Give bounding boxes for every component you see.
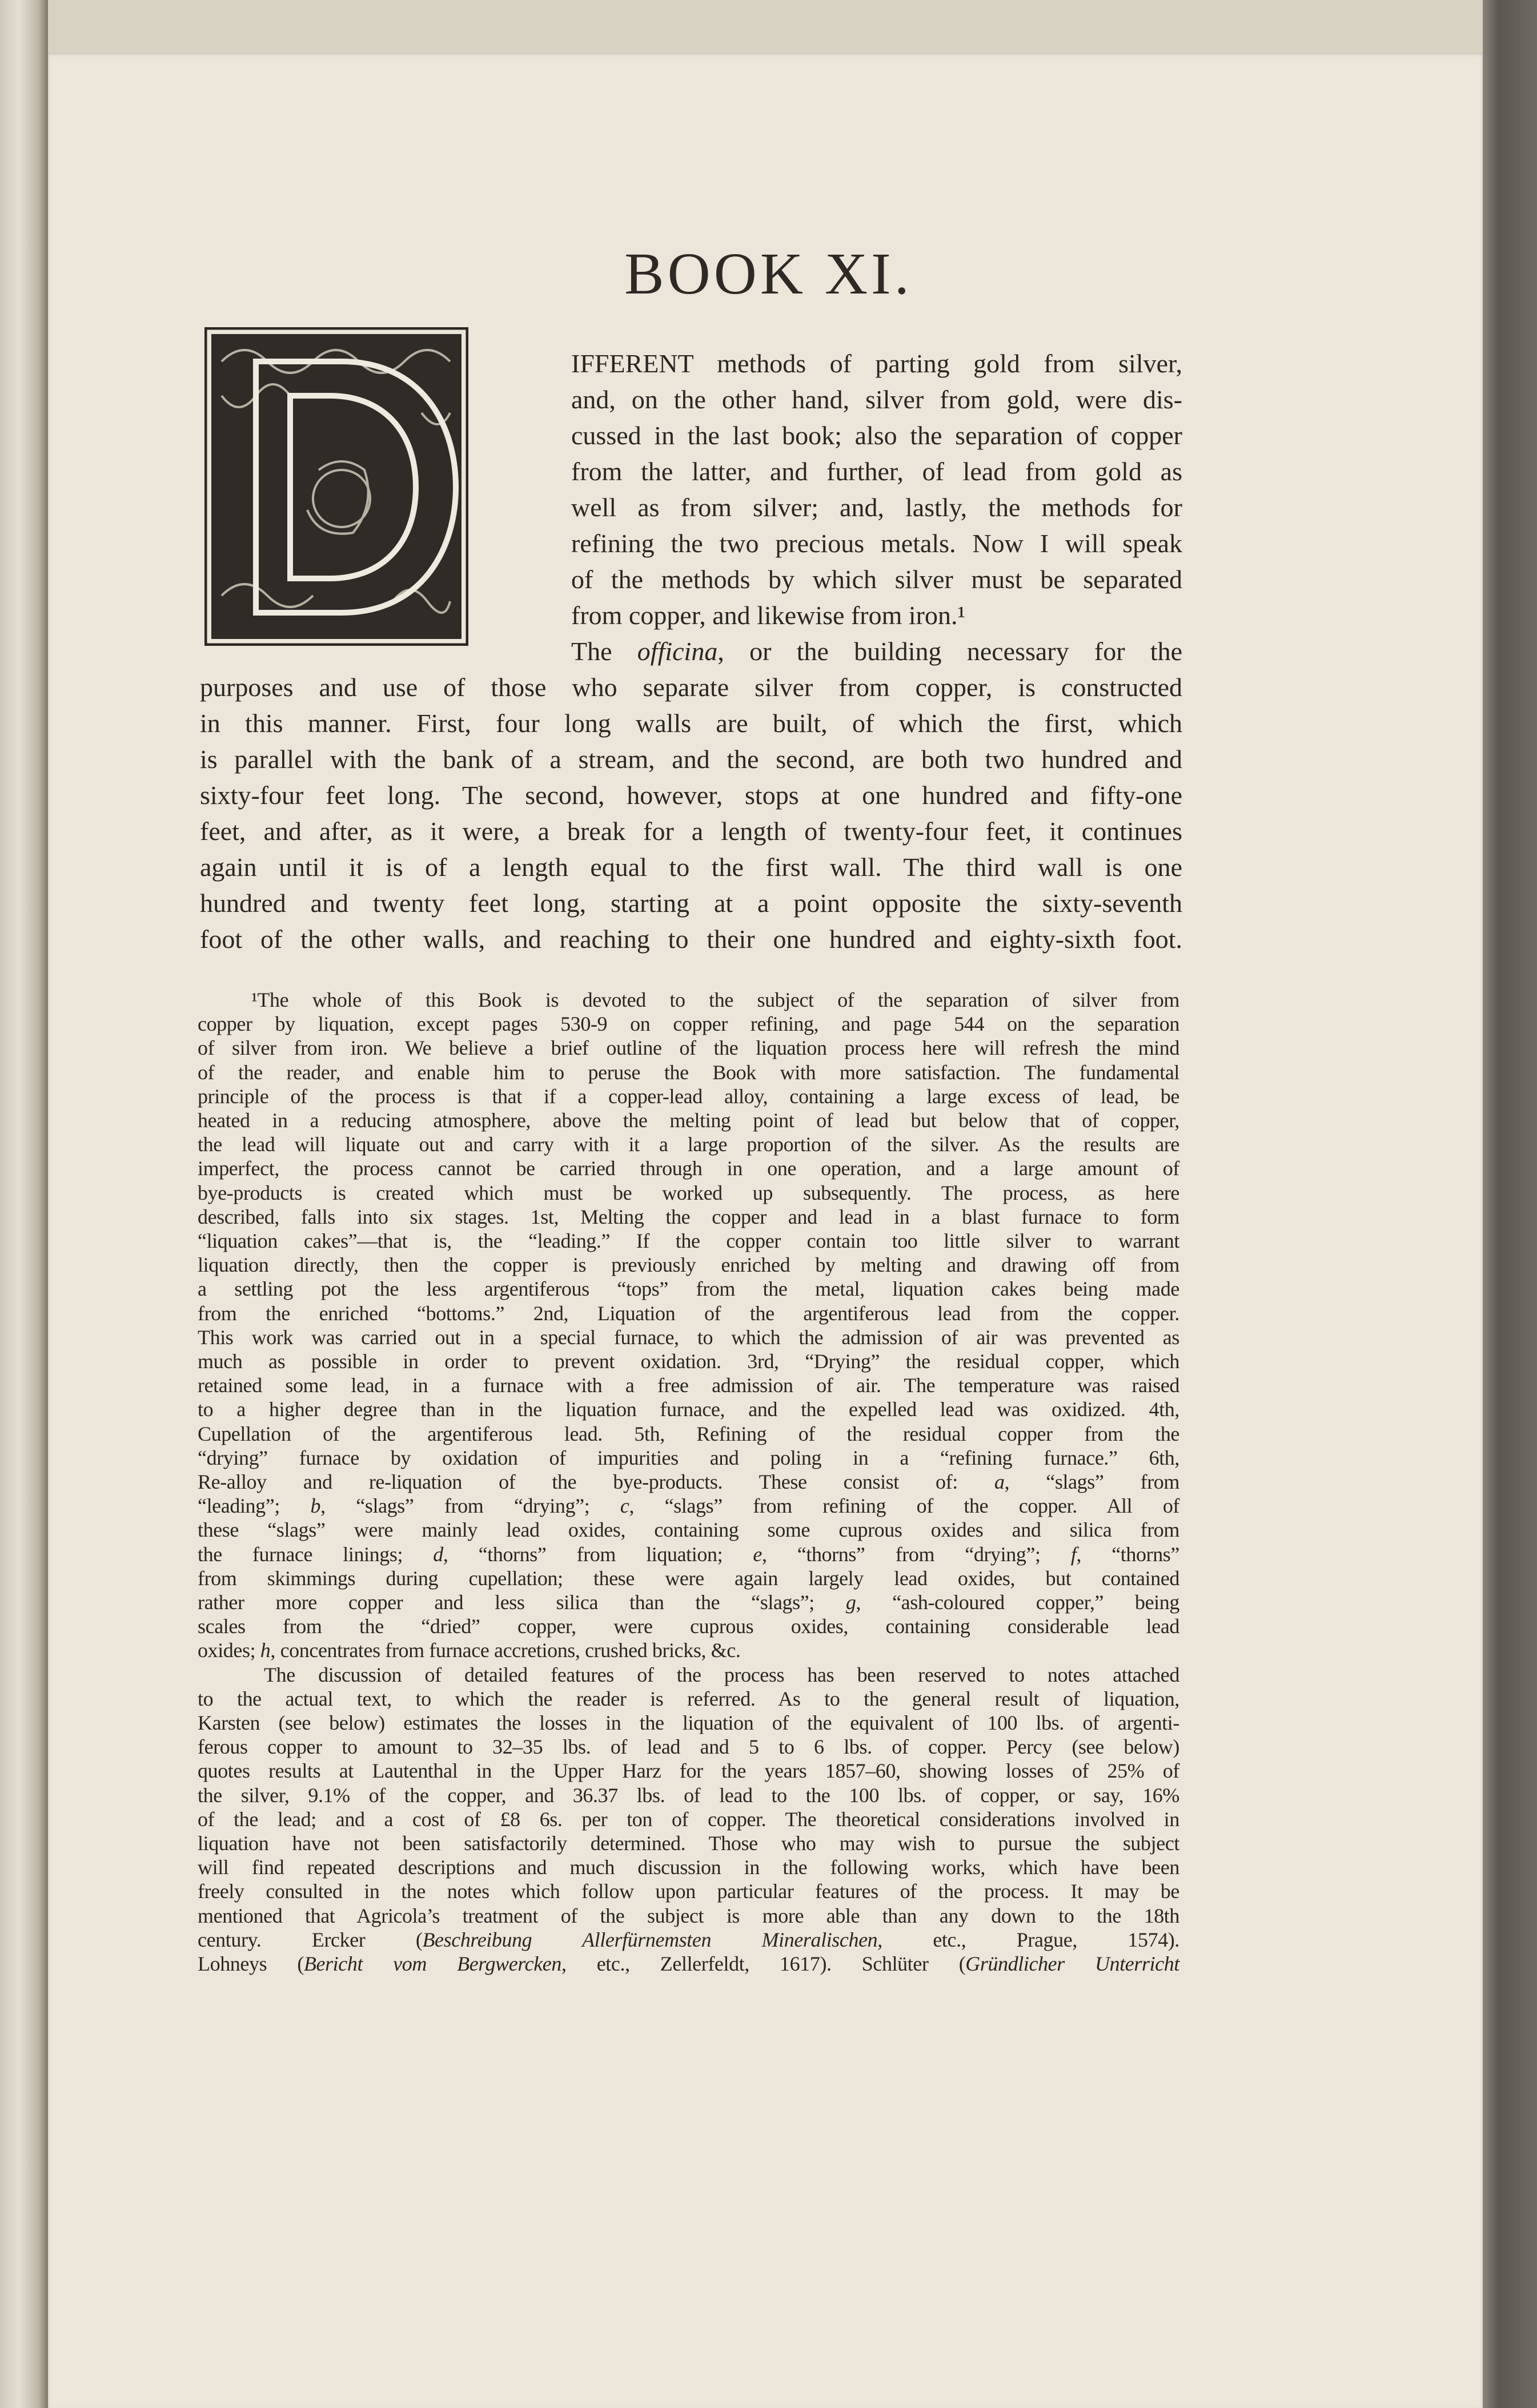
- text-segment: the furnace linings;: [198, 1542, 434, 1566]
- text-segment: IFFERENT methods of parting gold from silver,: [571, 349, 1182, 378]
- main-line: [200, 921, 1182, 957]
- main-line: [571, 597, 1182, 633]
- text-segment: Karsten (see below) estimates the losses in the liquation of the equivalent of 100 lbs. of argenti-: [198, 1711, 1179, 1734]
- footnote-line: [198, 1036, 1179, 1060]
- text-segment: sixty-four feet long. The second, however, stops at one hundred and fifty-one: [200, 781, 1182, 810]
- text-segment: a settling pot the less argentiferous “tops” from the metal, liquation cakes being made: [198, 1277, 1179, 1301]
- text-segment: will find repeated descriptions and much discussion in the following works, which have been: [198, 1856, 1179, 1879]
- main-line: [200, 741, 1182, 777]
- text-segment: ¹The whole of this Book is devoted to the subject of the separation of silver from: [251, 988, 1179, 1011]
- text-segment: foot of the other walls, and reaching to their one hundred and eighty-sixth foot.: [200, 924, 1182, 954]
- text-segment: the silver, 9.1% of the copper, and 36.37 lbs. of lead to the 100 lbs. of copper, or say, 16%: [198, 1783, 1179, 1807]
- footnote-line: [198, 1108, 1179, 1132]
- italic-text: e: [753, 1542, 762, 1566]
- text-segment: to a higher degree than in the liquation furnace, and the expelled lead was oxidized. 4th,: [198, 1398, 1179, 1421]
- text-segment: purposes and use of those who separate silver from copper, is constructed: [200, 673, 1182, 702]
- footnote-line: [198, 1542, 1179, 1566]
- footnote-line: [198, 1132, 1179, 1156]
- text-segment: ferous copper to amount to 32–35 lbs. of lead and 5 to 6 lbs. of copper. Percy (see below): [198, 1735, 1179, 1759]
- text-segment: The: [571, 637, 637, 666]
- text-segment: and, on the other hand, silver from gold, were dis-: [571, 385, 1182, 414]
- text-segment: “drying” furnace by oxidation of impurities and poling in a “refining furnace.” 6th,: [198, 1446, 1179, 1469]
- footnote-line: [198, 1012, 1179, 1036]
- text-segment: heated in a reducing atmosphere, above the melting point of lead but below that of copper,: [198, 1109, 1179, 1132]
- text-segment: from copper, and likewise from iron.¹: [571, 601, 966, 630]
- text-segment: The discussion of detailed features of the process has been reserved to notes attached: [264, 1663, 1179, 1686]
- main-line: [571, 633, 1182, 669]
- footnote-line: [198, 1301, 1179, 1325]
- main-line: [200, 777, 1182, 813]
- footnote-line: [198, 1879, 1179, 1903]
- text-segment: from the enriched “bottoms.” 2nd, Liquation of the argentiferous lead from the copper.: [198, 1301, 1179, 1325]
- text-segment: freely consulted in the notes which follow upon particular features of the process. It may be: [198, 1880, 1179, 1903]
- text-segment: Lohneys (: [198, 1952, 304, 1975]
- text-segment: , or the building necessary for the: [717, 637, 1182, 666]
- main-line: [200, 813, 1182, 849]
- main-line: [571, 561, 1182, 597]
- footnote-line: [198, 1807, 1179, 1831]
- text-segment: , “thorns”: [1076, 1542, 1179, 1566]
- italic-text: c: [620, 1494, 629, 1518]
- footnote-line: [198, 1566, 1179, 1590]
- text-segment: , concentrates from furnace accretions, crushed bricks, &c.: [270, 1639, 741, 1662]
- text-segment: liquation directly, then the copper is previously enriched by melting and drawing off from: [198, 1253, 1179, 1277]
- text-segment: from skimmings during cupellation; these were again largely lead oxides, but contained: [198, 1566, 1179, 1590]
- footnote-line: [198, 1181, 1179, 1205]
- ornamental-drop-cap: [204, 327, 468, 646]
- main-line: [200, 885, 1182, 921]
- italic-text: a: [994, 1470, 1005, 1493]
- text-segment: cussed in the last book; also the separation of copper: [571, 421, 1182, 450]
- footnote-line: [198, 1422, 1179, 1446]
- book-gutter: [0, 0, 48, 2408]
- footnote-line: [198, 1687, 1179, 1711]
- text-segment: well as from silver; and, lastly, the methods for: [571, 493, 1182, 522]
- text-segment: , etc., Prague, 1574).: [877, 1928, 1179, 1951]
- text-segment: principle of the process is that if a copper-lead alloy, containing a large excess of lead, be: [198, 1084, 1179, 1108]
- main-line: [200, 669, 1182, 705]
- footnote-line: [198, 1470, 1179, 1494]
- footnote-line: [198, 1397, 1179, 1421]
- text-segment: bye-products is created which must be worked up subsequently. The process, as here: [198, 1181, 1179, 1204]
- text-segment: copper by liquation, except pages 530-9 on copper refining, and page 544 on the separation: [198, 1012, 1179, 1036]
- text-segment: of the methods by which silver must be separated: [571, 565, 1182, 594]
- text-segment: refining the two precious metals. Now I will speak: [571, 529, 1182, 558]
- italic-text: officina: [637, 637, 718, 666]
- text-segment: these “slags” were mainly lead oxides, containing some cuprous oxides and silica from: [198, 1518, 1179, 1542]
- text-segment: “leading”;: [198, 1494, 311, 1518]
- text-segment: Cupellation of the argentiferous lead. 5th, Refining of the residual copper from the: [198, 1422, 1179, 1445]
- italic-text: h: [260, 1639, 271, 1662]
- main-line: [571, 525, 1182, 561]
- text-segment: “liquation cakes”—that is, the “leading.” If the copper contain too little silver to warrant: [198, 1229, 1179, 1252]
- text-segment: scales from the “dried” copper, were cuprous oxides, containing considerable lead: [198, 1615, 1179, 1638]
- italic-text: g: [845, 1591, 856, 1614]
- footnote-line: [198, 1928, 1179, 1952]
- text-segment: of silver from iron. We believe a brief outline of the liquation process here will refresh the mind: [198, 1036, 1179, 1060]
- footnote-line: [198, 1614, 1179, 1638]
- footnote-line: [198, 1831, 1179, 1855]
- main-line: [200, 705, 1182, 741]
- footnote-line: [198, 1229, 1179, 1253]
- footnote-line: [198, 1590, 1179, 1614]
- footnote-line: [198, 1156, 1179, 1180]
- text-segment: , “ash-coloured copper,” being: [856, 1591, 1179, 1614]
- footnote-line: [251, 988, 1179, 1012]
- footnote-line: [198, 1060, 1179, 1084]
- main-line: [571, 417, 1182, 453]
- footnote-line: [198, 1253, 1179, 1277]
- text-segment: oxides;: [198, 1639, 260, 1662]
- footnote-line: [198, 1349, 1179, 1373]
- text-segment: mentioned that Agricola’s treatment of the subject is more able than any down to the 18th: [198, 1904, 1179, 1927]
- footnote-line: [198, 1952, 1179, 1976]
- text-segment: imperfect, the process cannot be carried through in one operation, and a large amount of: [198, 1157, 1179, 1180]
- text-segment: , “thorns” from liquation;: [443, 1542, 753, 1566]
- book-heading: BOOK XI.: [624, 241, 913, 307]
- text-segment: , “slags” from refining of the copper. All of: [629, 1494, 1180, 1518]
- text-segment: of the lead; and a cost of £8 6s. per ton of copper. The theoretical considerations involved in: [198, 1807, 1179, 1831]
- page-edge-shadow: [1483, 0, 1537, 2408]
- text-segment: from the latter, and further, of lead from gold as: [571, 457, 1182, 486]
- italic-text: Gründlicher Unterricht: [965, 1952, 1179, 1975]
- footnote-line: [198, 1518, 1179, 1542]
- text-segment: , etc., Zellerfeldt, 1617). Schlüter (: [561, 1952, 966, 1975]
- italic-text: Bericht vom Bergwercken: [303, 1952, 561, 1975]
- text-segment: to the actual text, to which the reader is referred. As to the general result of liquation,: [198, 1687, 1179, 1710]
- footnote-line: [198, 1277, 1179, 1301]
- main-line: [571, 381, 1182, 417]
- footnote-line: [198, 1735, 1179, 1759]
- text-segment: is parallel with the bank of a stream, and the second, are both two hundred and: [200, 745, 1182, 774]
- footnote-line: [198, 1759, 1179, 1783]
- text-segment: of the reader, and enable him to peruse the Book with more satisfaction. The fundamental: [198, 1060, 1179, 1084]
- footnote-line: [198, 1373, 1179, 1397]
- footnote-line: [264, 1663, 1179, 1687]
- footnote-line: [198, 1904, 1179, 1928]
- italic-text: b: [310, 1494, 321, 1518]
- text-segment: Re-alloy and re-liquation of the bye-products. These consist of:: [198, 1470, 994, 1493]
- main-line: [571, 453, 1182, 489]
- italic-text: f: [1070, 1542, 1077, 1566]
- text-segment: , “slags” from “drying”;: [320, 1494, 620, 1518]
- text-segment: , “slags” from: [1004, 1470, 1179, 1493]
- text-segment: century. Ercker (: [198, 1928, 423, 1951]
- text-segment: the lead will liquate out and carry with it a large proportion of the silver. As the results are: [198, 1133, 1179, 1156]
- text-segment: retained some lead, in a furnace with a free admission of air. The temperature was raised: [198, 1374, 1179, 1397]
- main-line: [571, 489, 1182, 525]
- text-segment: hundred and twenty feet long, starting at a point opposite the sixty-seventh: [200, 889, 1182, 918]
- footnote-line: [198, 1494, 1179, 1518]
- text-segment: , “thorns” from “drying”;: [761, 1542, 1071, 1566]
- text-segment: rather more copper and less silica than the “slags”;: [198, 1591, 846, 1614]
- footnote-line: [198, 1205, 1179, 1229]
- text-segment: in this manner. First, four long walls are built, of which the first, which: [200, 709, 1182, 738]
- text-segment: again until it is of a length equal to the first wall. The third wall is one: [200, 853, 1182, 882]
- footnote-line: [198, 1325, 1179, 1349]
- italic-text: Beschreibung Allerfürnemsten Mineralischen: [422, 1928, 878, 1951]
- text-segment: quotes results at Lautenthal in the Upper Harz for the years 1857–60, showing losses of 25% of: [198, 1759, 1179, 1783]
- text-segment: This work was carried out in a special furnace, to which the admission of air was prevented as: [198, 1325, 1179, 1349]
- text-segment: feet, and after, as it were, a break for a length of twenty-four feet, it continues: [200, 817, 1182, 846]
- footnote-line: [198, 1783, 1179, 1807]
- text-segment: much as possible in order to prevent oxidation. 3rd, “Drying” the residual copper, which: [198, 1350, 1179, 1373]
- main-line: [571, 345, 1182, 381]
- text-segment: described, falls into six stages. 1st, Melting the copper and lead in a blast furnace to form: [198, 1205, 1179, 1228]
- footnote-line: [198, 1711, 1179, 1735]
- italic-text: d: [433, 1542, 443, 1566]
- footnote-line: [198, 1446, 1179, 1470]
- text-segment: liquation have not been satisfactorily determined. Those who may wish to pursue the subject: [198, 1832, 1179, 1855]
- footnote-line: [198, 1084, 1179, 1108]
- main-line: [200, 849, 1182, 885]
- footnote-line: [198, 1855, 1179, 1879]
- footnote-line: [198, 1638, 1179, 1662]
